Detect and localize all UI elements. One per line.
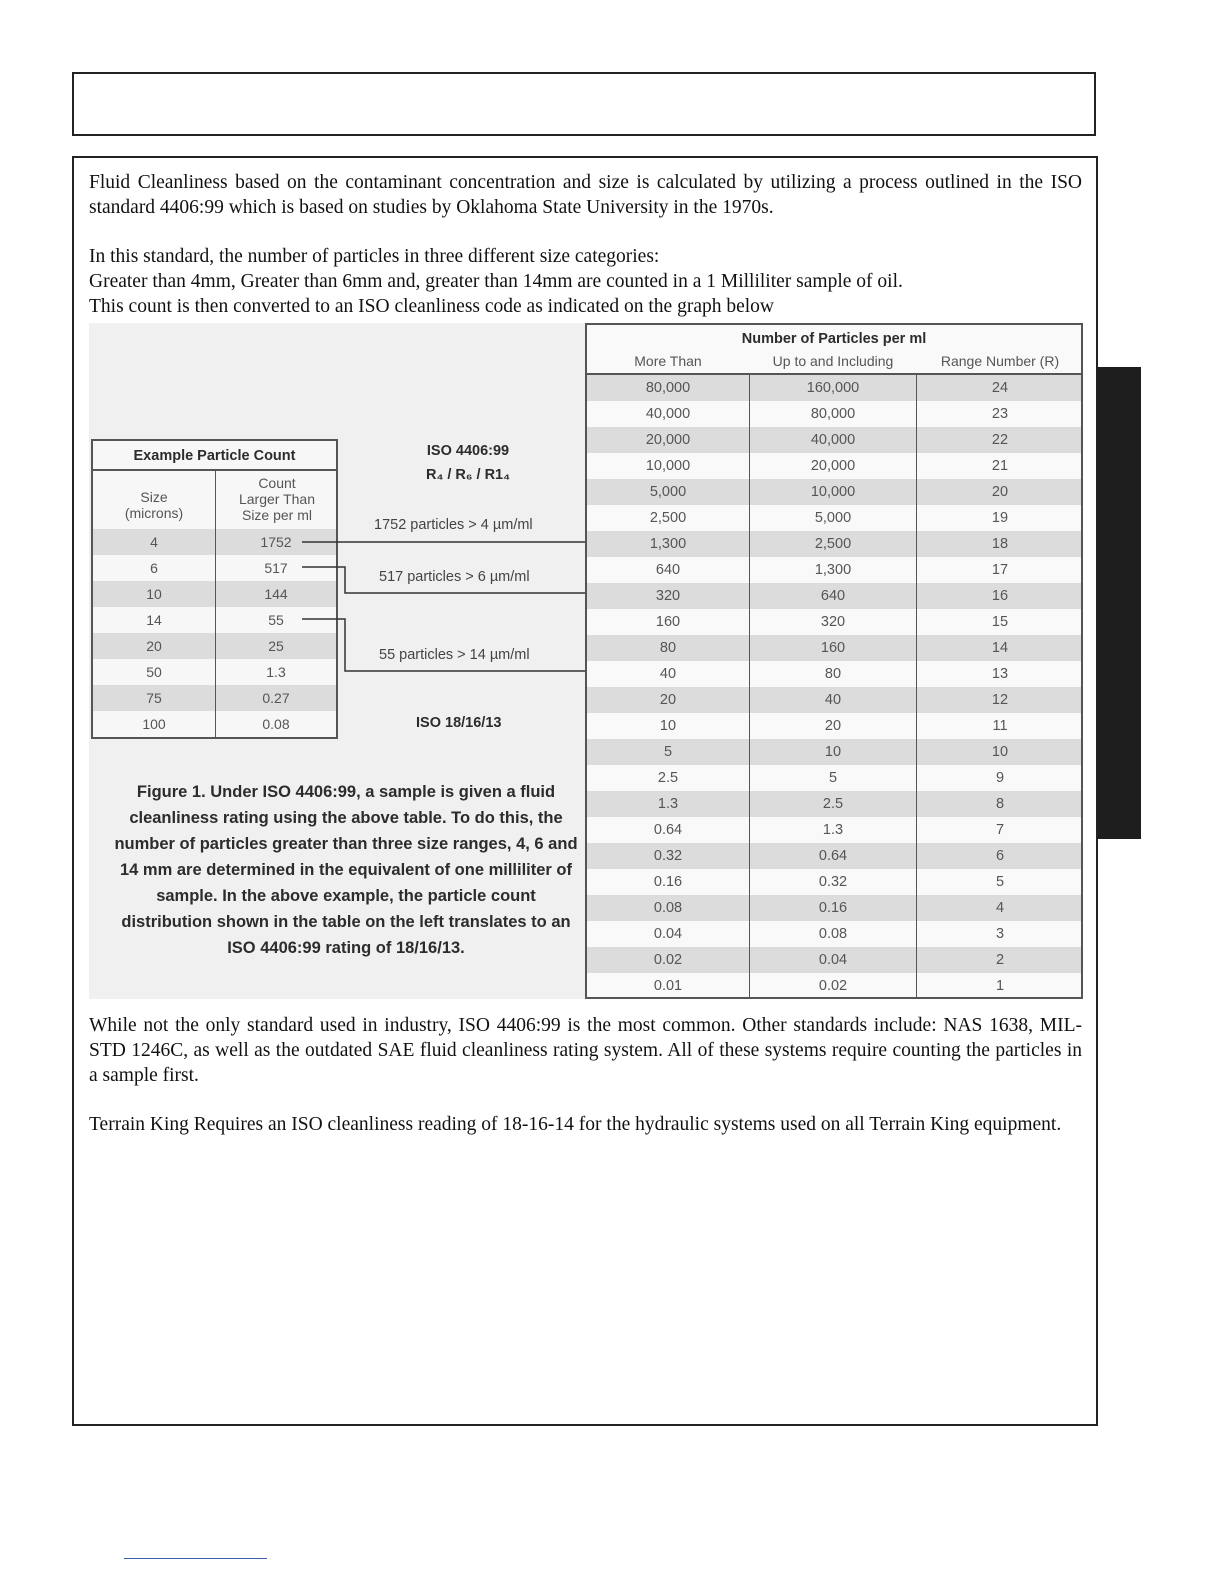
range-cell-more: 0.01 bbox=[653, 978, 683, 994]
range-table-row bbox=[587, 427, 1081, 453]
range-cell-more: 0.16 bbox=[653, 874, 683, 890]
range-table-row bbox=[587, 765, 1081, 791]
range-cell-upto: 40 bbox=[824, 692, 842, 708]
range-table-title: Number of Particles per ml bbox=[741, 331, 927, 347]
range-table-row bbox=[587, 791, 1081, 817]
iso-figure bbox=[89, 323, 1083, 999]
range-cell-range: 22 bbox=[991, 432, 1009, 448]
range-cell-more: 40 bbox=[659, 666, 677, 682]
range-cell-upto: 0.02 bbox=[818, 978, 848, 994]
range-cell-more: 5 bbox=[663, 744, 673, 760]
range-cell-more: 20 bbox=[659, 692, 677, 708]
range-cell-upto: 20 bbox=[824, 718, 842, 734]
standards-paragraph: While not the only standard used in industry, ISO 4406:99 is the most common. Other standards include: NAS 1638, MIL-STD 1246C, as well as the outdated SAE fluid cleanliness rating system. All of these systems require counting the particles in a sample first. bbox=[89, 1015, 1082, 1086]
intro-line-1: In this standard, the number of particles in three different size categories: bbox=[89, 246, 660, 267]
arrow-label-4: 1752 particles > 4 µm/ml bbox=[374, 517, 533, 533]
intro-line-3: This count is then converted to an ISO cleanliness code as indicated on the graph below bbox=[89, 296, 775, 317]
example-count-cell: 0.08 bbox=[262, 716, 290, 732]
range-table-divider-1 bbox=[749, 375, 750, 997]
range-cell-upto: 80 bbox=[824, 666, 842, 682]
range-table-row bbox=[587, 869, 1081, 895]
range-cell-range: 17 bbox=[991, 562, 1009, 578]
example-count-cell: 144 bbox=[264, 586, 288, 602]
header-box bbox=[72, 72, 1096, 136]
arrow-label-6: 517 particles > 6 µm/ml bbox=[379, 569, 530, 585]
range-table-row bbox=[587, 557, 1081, 583]
example-size-cell: 10 bbox=[146, 586, 162, 602]
range-cell-range: 23 bbox=[991, 406, 1009, 422]
range-table-row bbox=[587, 843, 1081, 869]
range-cell-more: 0.32 bbox=[653, 848, 683, 864]
range-cell-range: 16 bbox=[991, 588, 1009, 604]
range-cell-upto: 0.16 bbox=[818, 900, 848, 916]
range-table-row bbox=[587, 531, 1081, 557]
range-cell-range: 9 bbox=[995, 770, 1005, 786]
example-count-cell: 517 bbox=[264, 560, 288, 576]
col-up-to-header: Up to and Including bbox=[772, 353, 894, 369]
range-cell-range: 7 bbox=[995, 822, 1005, 838]
range-cell-range: 12 bbox=[991, 692, 1009, 708]
footer-rule bbox=[124, 1558, 267, 1559]
range-cell-range: 15 bbox=[991, 614, 1009, 630]
range-cell-range: 21 bbox=[991, 458, 1009, 474]
example-size-cell: 50 bbox=[146, 664, 162, 680]
example-table-title: Example Particle Count bbox=[93, 441, 336, 471]
range-cell-range: 19 bbox=[991, 510, 1009, 526]
range-table-row bbox=[587, 687, 1081, 713]
range-cell-range: 14 bbox=[991, 640, 1009, 656]
intro-line-2: Greater than 4mm, Greater than 6mm and, greater than 14mm are counted in a 1 Milliliter sample of oil. bbox=[89, 271, 903, 292]
range-cell-range: 4 bbox=[995, 900, 1005, 916]
range-cell-upto: 0.32 bbox=[818, 874, 848, 890]
range-table-row bbox=[587, 401, 1081, 427]
range-cell-more: 20,000 bbox=[645, 432, 691, 448]
range-cell-range: 5 bbox=[995, 874, 1005, 890]
range-table-row bbox=[587, 635, 1081, 661]
range-table-row bbox=[587, 739, 1081, 765]
range-cell-range: 20 bbox=[991, 484, 1009, 500]
range-cell-more: 2.5 bbox=[657, 770, 679, 786]
iso-range-table bbox=[585, 323, 1083, 999]
range-cell-range: 24 bbox=[991, 380, 1009, 396]
example-count-cell: 55 bbox=[268, 612, 284, 628]
range-cell-upto: 0.64 bbox=[818, 848, 848, 864]
range-table-divider-2 bbox=[916, 375, 917, 997]
range-cell-upto: 2,500 bbox=[814, 536, 852, 552]
example-size-cell: 20 bbox=[146, 638, 162, 654]
example-size-cell: 6 bbox=[150, 560, 158, 576]
range-cell-more: 40,000 bbox=[645, 406, 691, 422]
range-cell-more: 640 bbox=[655, 562, 681, 578]
range-table-row bbox=[587, 505, 1081, 531]
example-size-cell: 100 bbox=[142, 716, 166, 732]
range-cell-upto: 2.5 bbox=[822, 796, 844, 812]
range-cell-more: 5,000 bbox=[649, 484, 687, 500]
range-table-row bbox=[587, 973, 1081, 999]
range-cell-more: 80 bbox=[659, 640, 677, 656]
intro-paragraph: Fluid Cleanliness based on the contaminant concentration and size is calculated by utilizing a process outlined in the ISO standard 4406:99 which is based on studies by Oklahoma State University in the 1970s. bbox=[89, 172, 1082, 218]
iso-result-code: ISO 18/16/13 bbox=[416, 715, 502, 731]
range-cell-upto: 1,300 bbox=[814, 562, 852, 578]
range-cell-more: 0.04 bbox=[653, 926, 683, 942]
range-cell-more: 10,000 bbox=[645, 458, 691, 474]
range-cell-more: 2,500 bbox=[649, 510, 687, 526]
range-cell-upto: 640 bbox=[820, 588, 846, 604]
iso-standard-name: ISO 4406:99 bbox=[426, 443, 510, 459]
example-size-cell: 14 bbox=[146, 612, 162, 628]
range-cell-upto: 40,000 bbox=[810, 432, 856, 448]
connector-arrows bbox=[89, 323, 585, 743]
arrow-14-micron bbox=[302, 619, 585, 671]
range-cell-upto: 0.08 bbox=[818, 926, 848, 942]
range-cell-more: 0.02 bbox=[653, 952, 683, 968]
range-table-row bbox=[587, 661, 1081, 687]
range-cell-upto: 1.3 bbox=[822, 822, 844, 838]
range-cell-range: 8 bbox=[995, 796, 1005, 812]
example-count-cell: 25 bbox=[268, 638, 284, 654]
range-cell-range: 18 bbox=[991, 536, 1009, 552]
range-table-row bbox=[587, 921, 1081, 947]
range-table-row bbox=[587, 609, 1081, 635]
range-cell-upto: 20,000 bbox=[810, 458, 856, 474]
range-table-row bbox=[587, 817, 1081, 843]
range-cell-range: 10 bbox=[991, 744, 1009, 760]
section-side-tab bbox=[1098, 367, 1141, 839]
range-cell-more: 1,300 bbox=[649, 536, 687, 552]
col-more-than-header: More Than bbox=[634, 353, 702, 369]
range-cell-range: 13 bbox=[991, 666, 1009, 682]
col-range-header: Range Number (R) bbox=[940, 353, 1060, 369]
arrow-label-14: 55 particles > 14 µm/ml bbox=[379, 647, 530, 663]
example-count-cell: 1752 bbox=[260, 534, 292, 550]
range-cell-range: 11 bbox=[992, 718, 1008, 734]
requirement-paragraph: Terrain King Requires an ISO cleanliness reading of 18-16-14 for the hydraulic systems used on all Terrain King equipment. bbox=[89, 1114, 1062, 1135]
range-cell-upto: 0.04 bbox=[818, 952, 848, 968]
example-size-cell: 75 bbox=[146, 690, 162, 706]
range-table-row bbox=[587, 375, 1081, 401]
range-cell-more: 0.08 bbox=[653, 900, 683, 916]
example-col-count-header: Count Larger Than Size per ml bbox=[238, 475, 315, 523]
range-cell-range: 6 bbox=[995, 848, 1005, 864]
range-cell-more: 1.3 bbox=[657, 796, 679, 812]
example-count-cell: 0.27 bbox=[262, 690, 290, 706]
range-cell-upto: 320 bbox=[820, 614, 846, 630]
range-cell-more: 0.64 bbox=[653, 822, 683, 838]
example-col-size-header: Size (microns) bbox=[124, 489, 184, 521]
range-table-row bbox=[587, 479, 1081, 505]
example-size-cell: 4 bbox=[150, 534, 158, 550]
range-cell-more: 10 bbox=[659, 718, 677, 734]
range-table-row bbox=[587, 947, 1081, 973]
range-cell-range: 2 bbox=[995, 952, 1005, 968]
range-cell-upto: 10,000 bbox=[810, 484, 856, 500]
range-cell-upto: 5,000 bbox=[814, 510, 852, 526]
range-cell-range: 1 bbox=[995, 978, 1005, 994]
range-table-row bbox=[587, 895, 1081, 921]
range-cell-more: 320 bbox=[655, 588, 681, 604]
range-table-row bbox=[587, 453, 1081, 479]
range-cell-more: 160 bbox=[655, 614, 681, 630]
range-cell-upto: 160 bbox=[820, 640, 846, 656]
example-count-cell: 1.3 bbox=[266, 664, 286, 680]
range-cell-upto: 80,000 bbox=[810, 406, 856, 422]
range-table-row bbox=[587, 583, 1081, 609]
range-cell-upto: 5 bbox=[828, 770, 838, 786]
range-cell-range: 3 bbox=[995, 926, 1005, 942]
iso-formula: R₄ / R₆ / R1₄ bbox=[425, 467, 511, 483]
range-table-row bbox=[587, 713, 1081, 739]
range-cell-upto: 160,000 bbox=[806, 380, 860, 396]
figure-caption: Figure 1. Under ISO 4406:99, a sample is given a fluid cleanliness rating using the above table. To do this, the number of particles greater than three size ranges, 4, 6 and 14 mm are determined in the equivalent of one milliliter of sample. In the above example, the particle count distribution shown in the table on the left translates to an ISO 4406:99 rating of 18/16/13. bbox=[114, 783, 578, 957]
range-cell-more: 80,000 bbox=[645, 380, 691, 396]
range-cell-upto: 10 bbox=[824, 744, 842, 760]
